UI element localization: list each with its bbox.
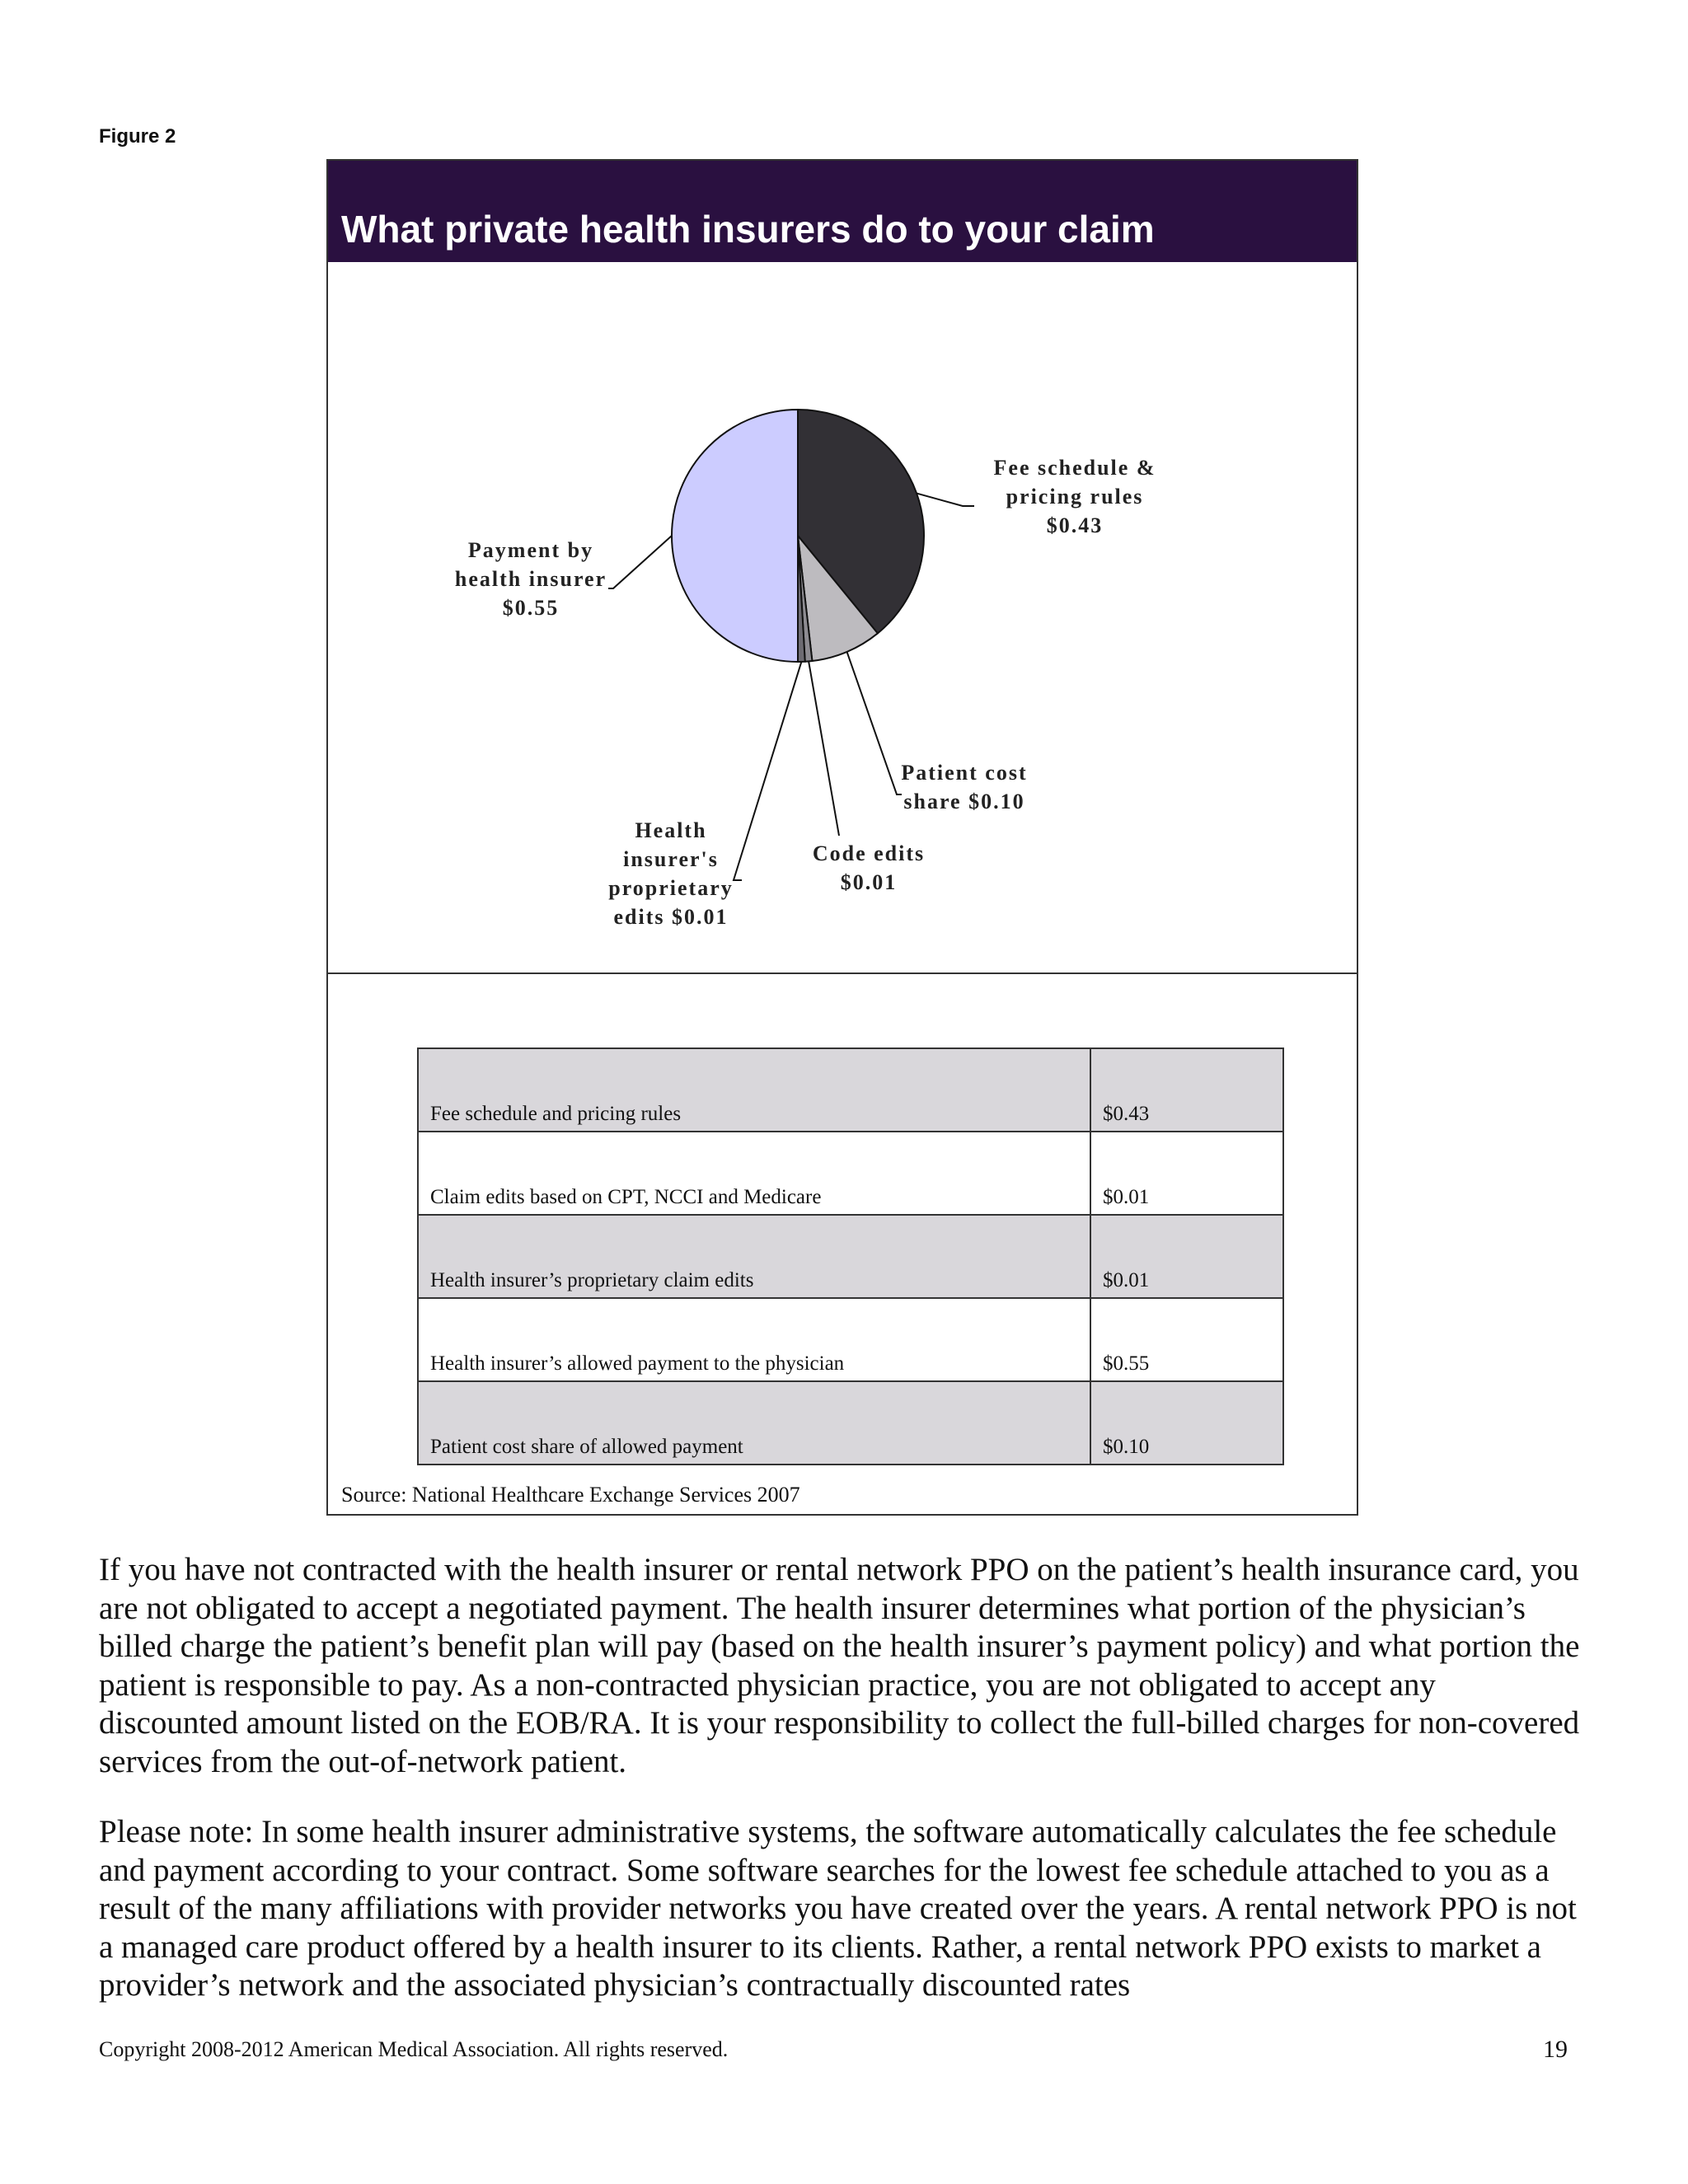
pie-label: Code edits $0.01: [812, 841, 926, 894]
table-row: [418, 1298, 1283, 1381]
breakdown-table: [417, 1047, 1284, 1465]
table-row: [418, 1048, 1283, 1132]
pie-slice-payment-by-health-insurer: [672, 410, 798, 662]
table-row: [418, 1381, 1283, 1465]
row-label: Patient cost share of allowed payment: [418, 1381, 1090, 1465]
chart-header: [328, 161, 1357, 262]
chart-title: What private health insurers do to your claim: [341, 208, 1155, 251]
source-note: Source: National Healthcare Exchange Services 2007: [341, 1483, 800, 1507]
figure-label: Figure 2: [99, 125, 176, 148]
body-paragraph: If you have not contracted with the health insurer or rental network PPO on the patient’s health insurance card, you are not obligated to accept a negotiated payment. The health insurer determines what portion of the physician’s billed charge the patient’s benefit plan will pay (based on the health insurer’s payment policy) and what portion the patient is responsible to pay. As a non-contracted physician practice, you are not obligated to accept any discounted amount listed on the EOB/RA. It is your responsibility to collect the full-billed charges for non-covered services from the out-of-network patient.: [99, 1552, 1580, 1779]
leader-line: [847, 652, 902, 794]
pie-label: Health insurer's proprietary edits $0.01: [608, 818, 734, 929]
row-label: Health insurer’s proprietary claim edits: [418, 1215, 1090, 1298]
body-paragraph: Please note: In some health insurer administrative systems, the software automatically calculates the fee schedule and payment according to your contract. Some software searches for the lowest fee schedule attached to you as a result of the many affiliations with provider networks you have created over the years. A rental network PPO is not a managed care product offered by a health insurer to its clients. Rather, a rental network PPO exists to market a provider’s network and the associated physician’s contractually discounted rates: [99, 1814, 1577, 2003]
row-label: Claim edits based on CPT, NCCI and Medicare: [418, 1132, 1090, 1215]
leader-line: [809, 661, 839, 836]
row-value: $0.55: [1090, 1298, 1283, 1381]
pie-label: Fee schedule & pricing rules $0.43: [993, 456, 1156, 537]
row-value: $0.10: [1090, 1381, 1283, 1465]
pie-label: Patient cost share $0.10: [901, 761, 1028, 813]
table-row: [418, 1132, 1283, 1215]
pie-chart-area: [328, 262, 1357, 974]
pie-chart: [328, 262, 1357, 972]
copyright-footer: Copyright 2008-2012 American Medical Association. All rights reserved.: [99, 2037, 729, 2061]
figure-box: [326, 159, 1358, 1516]
pie-label: Payment by health insurer $0.55: [454, 538, 607, 620]
row-label: Health insurer’s allowed payment to the physician: [418, 1298, 1090, 1381]
leader-line: [917, 494, 974, 506]
page-number: 19: [1543, 2036, 1568, 2063]
row-label: Fee schedule and pricing rules: [418, 1048, 1090, 1132]
row-value: $0.01: [1090, 1132, 1283, 1215]
row-value: $0.43: [1090, 1048, 1283, 1132]
leader-line: [608, 536, 672, 588]
table-row: [418, 1215, 1283, 1298]
leader-line: [734, 662, 801, 880]
row-value: $0.01: [1090, 1215, 1283, 1298]
